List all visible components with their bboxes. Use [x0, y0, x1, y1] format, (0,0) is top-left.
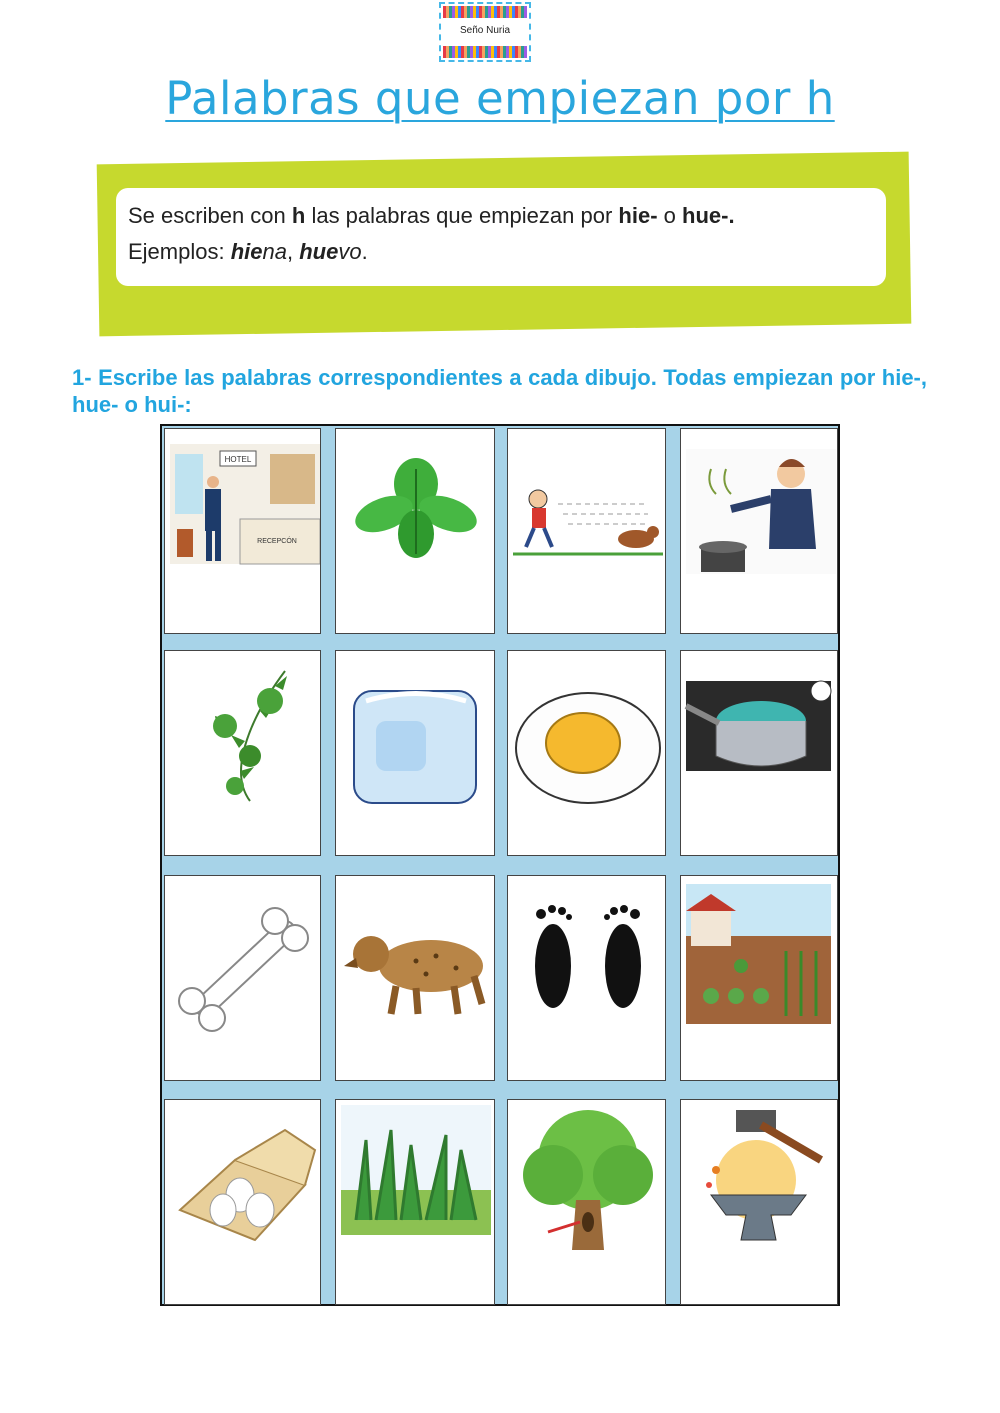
rule-line-1 — [128, 198, 874, 234]
picture-card[interactable] — [680, 875, 838, 1081]
rule-letter: h — [291, 203, 306, 228]
picture-card[interactable] — [335, 1099, 495, 1305]
bone-icon — [165, 876, 321, 1081]
hyena-icon — [336, 876, 495, 1081]
running-away-icon — [508, 429, 666, 634]
svg-text:HOTEL: HOTEL — [224, 455, 252, 464]
picture-card[interactable] — [164, 875, 321, 1081]
vegetable-garden-icon — [681, 876, 838, 1081]
tree-hollow-icon — [508, 1100, 666, 1305]
ice-cube-icon — [336, 651, 495, 856]
example-separator: , — [287, 239, 300, 264]
rule-period: . — [728, 203, 735, 228]
ivy-icon — [165, 651, 321, 856]
picture-card[interactable] — [164, 650, 321, 856]
pencil-stripes-top — [443, 6, 527, 18]
egg-carton-icon — [165, 1100, 321, 1305]
pencil-stripes-bottom — [443, 46, 527, 58]
picture-card[interactable] — [507, 428, 666, 634]
rule-prefix-hie: hie- — [618, 203, 658, 228]
author-logo — [439, 2, 531, 62]
picture-card[interactable] — [680, 1099, 838, 1305]
hotel-guest-icon — [165, 429, 321, 634]
rule-text: o — [657, 203, 683, 228]
smelly-trash-icon — [681, 429, 838, 634]
example-prefix: hie — [230, 239, 263, 264]
logo-text: Seño Nuria — [459, 25, 511, 36]
example-prefix: hue — [299, 239, 339, 264]
picture-grid — [160, 424, 840, 1306]
examples-label: Ejemplos: — [128, 239, 231, 264]
rule-text: Se escriben con — [128, 203, 292, 228]
picture-card[interactable] — [335, 428, 495, 634]
picture-card[interactable] — [507, 875, 666, 1081]
boiled-egg-icon — [508, 651, 666, 856]
grass-icon — [336, 1100, 495, 1305]
rule-box — [116, 188, 886, 286]
example-period: . — [361, 239, 368, 264]
rule-text: las palabras que empiezan por — [305, 203, 619, 228]
footprints-icon — [508, 876, 666, 1081]
exercise-instruction: 1- Escribe las palabras correspondientes a cada dibujo. Todas empiezan por hie-, hue- o hui-: — [72, 365, 927, 417]
picture-card[interactable] — [335, 650, 495, 856]
page-title: Palabras que empiezan por h — [165, 72, 835, 125]
picture-card[interactable] — [507, 650, 666, 856]
boiling-pot-icon — [681, 651, 838, 856]
example-rest: na — [262, 239, 287, 264]
picture-card[interactable] — [680, 650, 838, 856]
mint-herb-icon — [336, 429, 495, 634]
picture-card[interactable] — [164, 428, 321, 634]
example-rest: vo — [338, 239, 362, 264]
svg-text:RECEPCÓN: RECEPCÓN — [257, 538, 297, 545]
rule-line-2 — [128, 234, 874, 270]
picture-card[interactable] — [164, 1099, 321, 1305]
picture-card[interactable] — [680, 428, 838, 634]
anvil-hammer-icon — [681, 1100, 838, 1305]
picture-card[interactable] — [335, 875, 495, 1081]
rule-prefix-hue: hue- — [682, 203, 729, 228]
picture-card[interactable] — [507, 1099, 666, 1305]
